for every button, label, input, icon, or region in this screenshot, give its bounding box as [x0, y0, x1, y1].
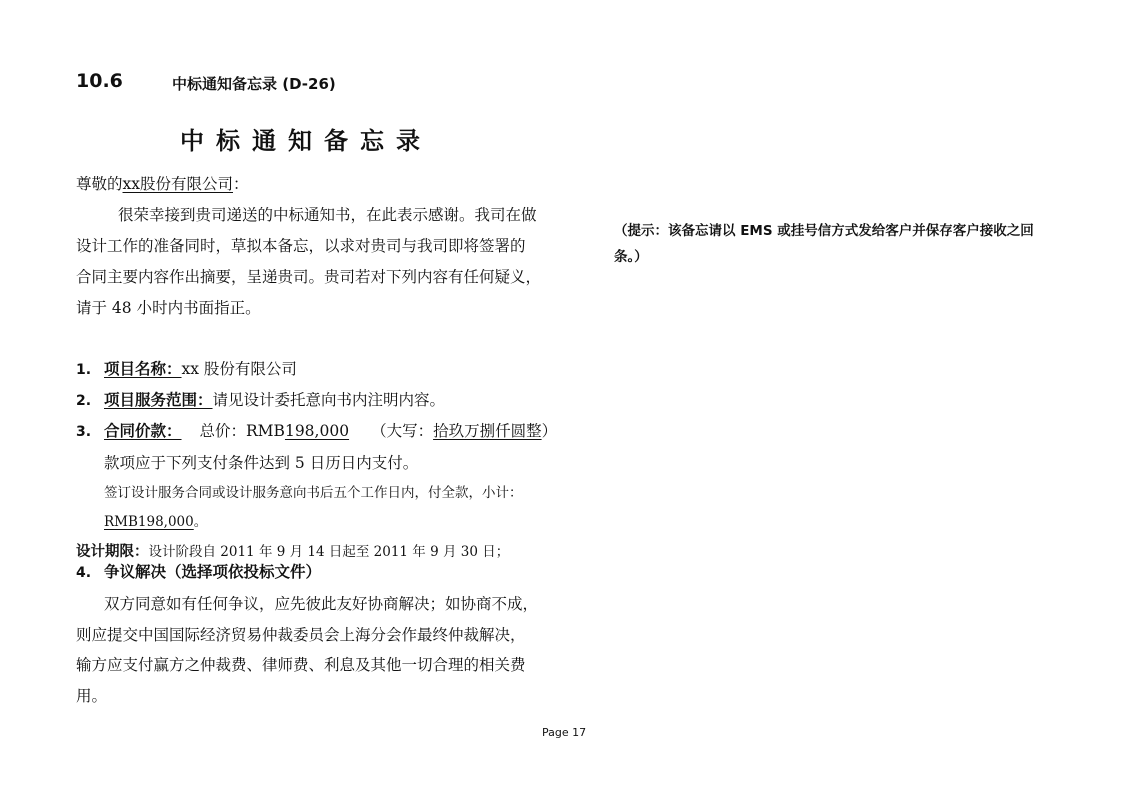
item-label: 项目服务范围： — [104, 391, 213, 409]
item-number: 2. — [76, 393, 92, 409]
intro-line-3: 合同主要内容作出摘要，呈递贵司。贵司若对下列内容有任何疑义， — [76, 268, 542, 286]
hint-line-2: 条。） — [614, 249, 648, 265]
payment-condition: 款项应于下列支付条件达到 5 日历日内支付。 — [104, 454, 419, 472]
intro-line-1: 很荣幸接到贵司递送的中标通知书，在此表示感谢。我司在做 — [118, 206, 537, 224]
item-label: 争议解决（选择项依投标文件） — [104, 563, 322, 581]
intro-line-4: 请于 48 小时内书面指正。 — [76, 299, 261, 317]
upper-amount: 拾玖万捌仟圆整 — [433, 422, 542, 440]
salutation — [76, 172, 249, 194]
document-title: 中标通知备忘录 — [180, 127, 432, 155]
salutation-prefix: 尊敬的 — [76, 175, 123, 193]
salutation-company: xx股份有限公司 — [122, 175, 233, 193]
section-number: 10.6 — [76, 70, 123, 92]
intro-line-2: 设计工作的准备同时，草拟本备忘，以求对贵司与我司即将签署的 — [76, 237, 526, 255]
dispute-line-2: 则应提交中国国际经济贸易仲裁委员会上海分会作最终仲裁解决， — [76, 626, 526, 644]
subtotal-amount: RMB198,000 — [104, 514, 194, 530]
design-period-label: 设计期限： — [76, 544, 149, 560]
hint-line-1: （提示：该备忘请以 EMS 或挂号信方式发给客户并保存客户接收之回 — [614, 223, 1034, 239]
upper-suffix: ） — [541, 422, 558, 440]
payment-term: 签订设计服务合同或设计服务意向书后五个工作日内，付全款，小计： — [104, 485, 523, 501]
item-project-name — [76, 357, 297, 379]
item-label: 项目名称： — [104, 360, 182, 378]
salutation-suffix: ： — [233, 175, 249, 193]
item-number: 1. — [76, 362, 92, 378]
subtotal-suffix: 。 — [193, 514, 208, 530]
design-period — [76, 540, 509, 561]
item-value: xx 股份有限公司 — [181, 360, 297, 378]
item-number: 3. — [76, 424, 92, 440]
item-service-scope — [76, 388, 445, 410]
dispute-line-3: 输方应支付赢方之仲裁费、律师费、利息及其他一切合理的相关费 — [76, 656, 526, 674]
item-contract-price — [76, 419, 557, 441]
item-number: 4. — [76, 565, 92, 581]
item-label: 合同价款： — [104, 422, 182, 440]
total-amount: 198,000 — [284, 422, 350, 440]
page-number: Page 17 — [542, 726, 587, 739]
upper-prefix: （大写： — [371, 422, 434, 440]
dispute-line-1: 双方同意如有任何争议，应先彼此友好协商解决；如协商不成， — [104, 595, 539, 613]
item-value: 请见设计委托意向书内注明内容。 — [212, 391, 446, 409]
payment-subtotal — [104, 510, 207, 530]
item-dispute-resolution — [76, 560, 321, 582]
total-prefix: 总价：RMB — [199, 422, 285, 440]
dispute-line-4: 用。 — [76, 687, 108, 705]
design-period-value: 设计阶段自 2011 年 9 月 14 日起至 2011 年 9 月 30 日； — [148, 544, 510, 560]
section-title: 中标通知备忘录 (D-26) — [172, 75, 336, 93]
